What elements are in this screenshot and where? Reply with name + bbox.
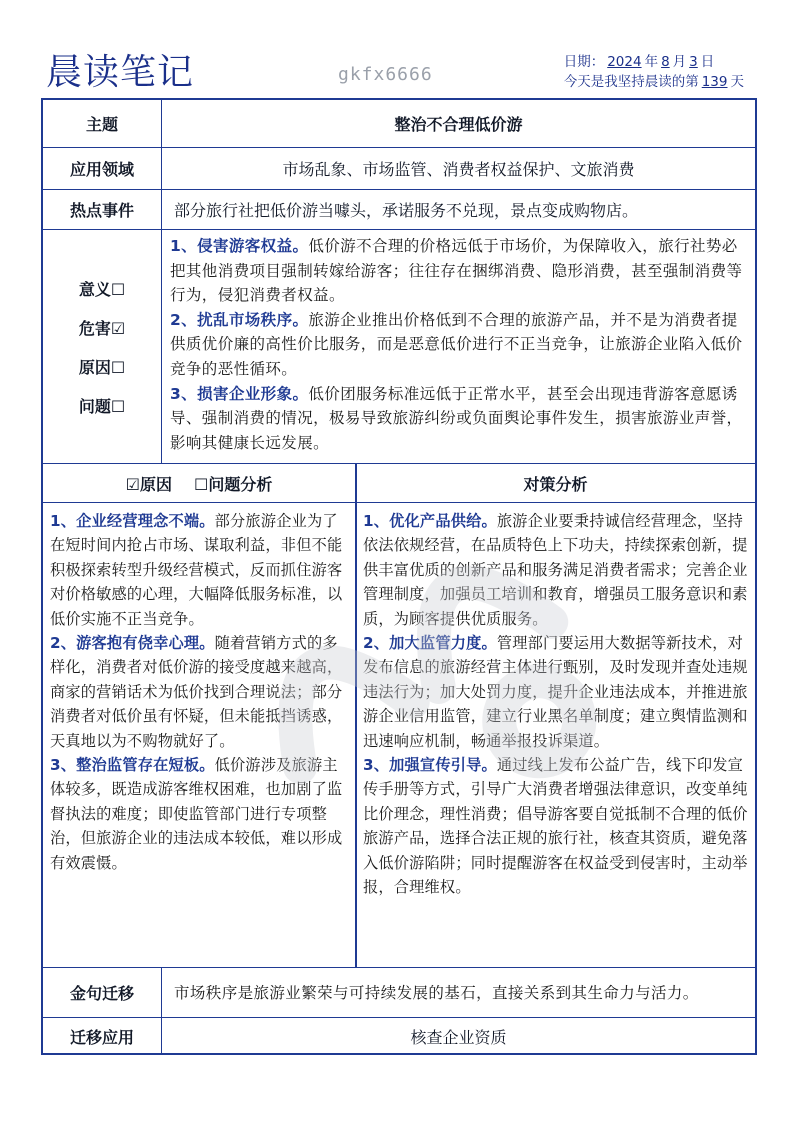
option-significance: 意义☐	[78, 279, 126, 299]
notes-table	[41, 98, 757, 1055]
cause-1-body: 部分旅游企业为了在短时间内抢占市场、谋取利益，非但不能积极探索转型升级经营模式，反而抓住游客对价格敏感的心理，大幅降低服务标准，以低价实施不正当竞争。	[50, 512, 343, 628]
cause-2-body: 随着营销方式的多样化，消费者对低价游的接受度越来越高，商家的营销话术为低价找到合理说法；部分消费者对低价虽有怀疑，但未能抵挡诱惑，天真地以为不购物就好了。	[50, 634, 343, 750]
date-label: 日期：	[563, 54, 605, 70]
watermark-text: gkfx6666	[338, 64, 433, 85]
option-problem: 问题☐	[78, 396, 126, 416]
topic-value: 整治不合理低价游	[394, 115, 523, 134]
fields-label: 应用领域	[43, 148, 162, 189]
apply-label: 迁移应用	[43, 1018, 162, 1055]
date-month: 8	[661, 54, 670, 70]
analysis-left-heading	[43, 464, 355, 502]
significance-text	[170, 234, 747, 455]
harm-point-2-heading: 2、扰乱市场秩序。	[170, 310, 309, 329]
quote-label: 金句迁移	[43, 968, 162, 1017]
causes-column	[43, 502, 355, 967]
topic-label: 主题	[43, 100, 162, 147]
page-title: 晨读笔记	[46, 52, 195, 93]
date-block	[564, 52, 744, 92]
fields-value: 市场乱象、市场监管、消费者权益保护、文旅消费	[282, 160, 635, 179]
cause-2-heading: 2、游客抱有侥幸心理。	[50, 634, 215, 653]
cause-3-body: 低价游涉及旅游主体较多，既造成游客维权困难，也加剧了监督执法的难度；即使监管部门进行专项整治，但旅游企业的违法成本较低，难以形成有效震慑。	[50, 756, 343, 872]
quote-value: 市场秩序是旅游业繁荣与可持续发展的基石，直接关系到其生命力与活力。	[174, 983, 699, 1002]
harm-point-2-body: 旅游企业推出价格低到不合理的旅游产品，并不是为消费者提供质优价廉的高性价比服务，而是恶意低价进行不正当竞争，让旅游企业陷入低价竞争的恶性循环。	[170, 310, 743, 378]
date-year: 2024	[607, 54, 642, 70]
option-harm: 危害☑	[78, 318, 126, 338]
harm-point-1-body: 低价游不合理的价格远低于市场价，为保障收入，旅行社势必把其他消费项目强制转嫁给游客；往往存在捆绑消费、隐形消费，甚至强制消费等行为，侵犯消费者权益。	[170, 237, 743, 305]
measure-1-heading: 1、优化产品供给。	[363, 512, 497, 530]
measure-3-heading: 3、加强宣传引导。	[363, 756, 497, 775]
row-event	[43, 190, 755, 230]
measures-column	[356, 502, 755, 967]
cause-3-heading: 3、整治监管存在短板。	[50, 756, 215, 775]
cause-checkbox-label: ☑原因	[125, 474, 172, 494]
problem-checkbox-label: ☐问题分析	[194, 474, 273, 494]
streak-days: 139	[701, 74, 728, 90]
measure-3-body: 通过线上发布公益广告，线下印发宣传手册等方式，引导广大消费者增强法律意识，改变单纯比价理念，理性消费；倡导游客要自觉抵制不合理的低价旅游产品，选择合法正规的旅行社，核查其资质，避免落入低价游陷阱；同时提醒游客在权益受到侵害时，主动举报，合理维权。	[363, 756, 748, 897]
cause-1-heading: 1、企业经营理念不端。	[50, 512, 215, 530]
harm-point-3-body: 低价团服务标准远低于正常水平，甚至会出现违背游客意愿诱导、强制消费的情况，极易导致旅游纠纷或负面舆论事件发生，损害旅游业声誉，影响其健康长远发展。	[170, 384, 743, 452]
event-value: 部分旅行社把低价游当噱头，承诺服务不兑现，景点变成购物店。	[174, 201, 639, 220]
measures-heading: 对策分析	[523, 474, 588, 494]
apply-value: 核查企业资质	[410, 1028, 507, 1047]
event-label: 热点事件	[43, 190, 162, 229]
significance-options	[43, 230, 162, 463]
measure-2-body: 管理部门要运用大数据等新技术，对发布信息的旅游经营主体进行甄别，及时发现并查处违规违法行为；加大处罚力度，提升企业违法成本，并推进旅游企业信用监管，建立行业黑名单制度；建立舆情监测和迅速响应机制，畅通举报投诉渠道。	[363, 634, 748, 750]
date-day: 3	[689, 54, 698, 70]
measure-2-heading: 2、加大监管力度。	[363, 634, 497, 653]
option-cause: 原因☐	[78, 357, 126, 377]
date-month-unit: 月	[672, 54, 687, 70]
harm-point-3-heading: 3、损害企业形象。	[170, 384, 309, 403]
measure-1-body: 旅游企业要秉持诚信经营理念，坚持依法依规经营，在品质特色上下功夫，持续探索创新，提供丰富优质的创新产品和服务满足消费者需求；完善企业管理制度，加强员工培训和教育，增强员工服务意识和素质，为顾客提供优质服务。	[363, 512, 748, 628]
row-topic	[43, 100, 755, 148]
streak-prefix: 今天是我坚持晨读的第	[563, 74, 699, 90]
date-year-unit: 年	[644, 54, 659, 70]
row-fields	[43, 148, 755, 190]
streak-suffix: 天	[730, 74, 744, 90]
date-day-unit: 日	[700, 54, 715, 70]
row-apply	[43, 1018, 755, 1055]
harm-point-1-heading: 1、侵害游客权益。	[170, 237, 309, 255]
row-analysis	[43, 464, 755, 968]
row-quote	[43, 968, 755, 1018]
row-significance	[43, 230, 755, 464]
